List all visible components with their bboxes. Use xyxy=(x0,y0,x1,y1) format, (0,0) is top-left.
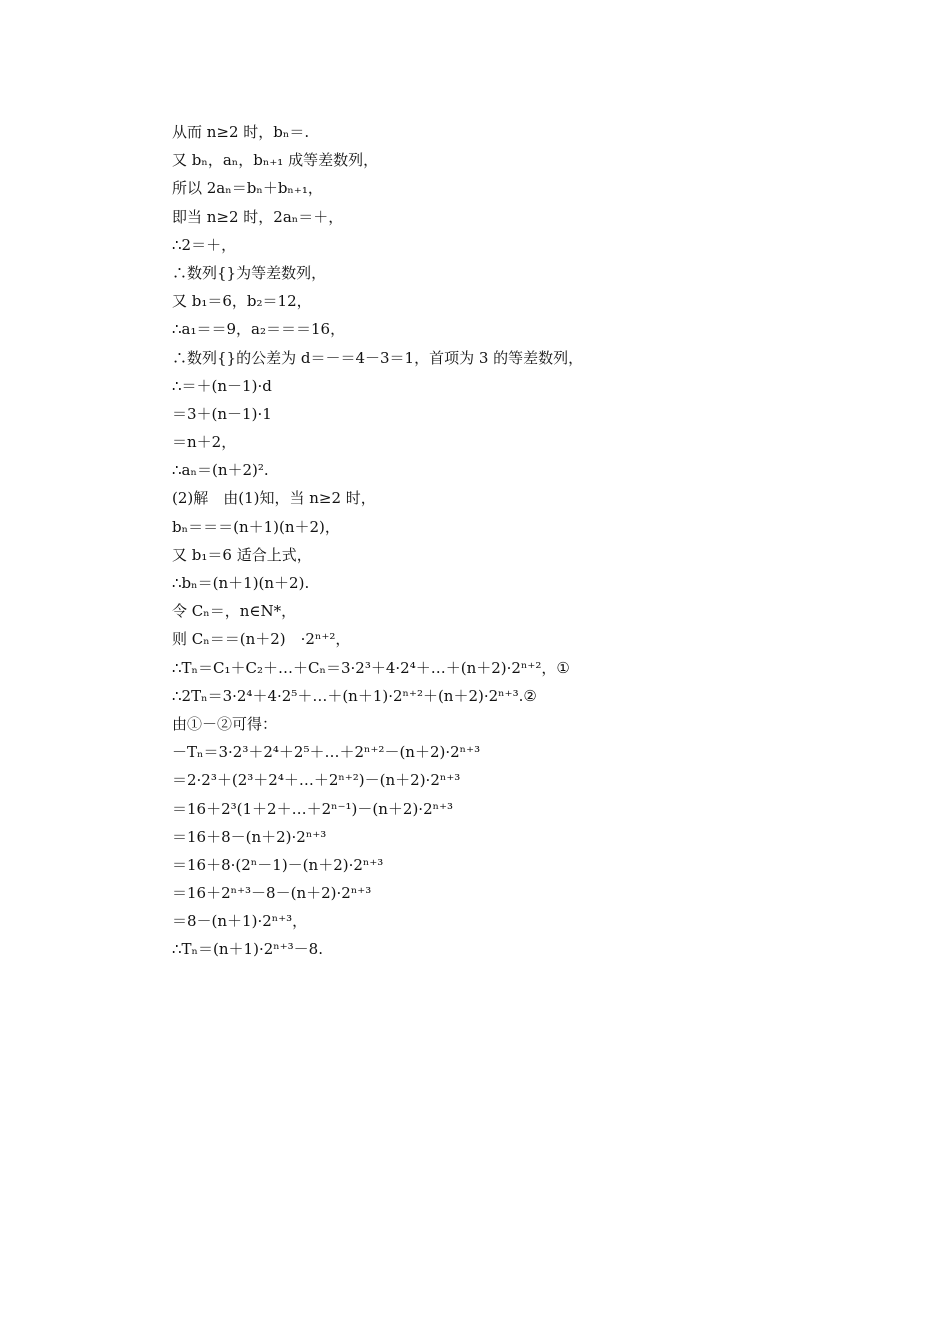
solution-line: ∴＝＋(n－1)·d xyxy=(172,376,272,395)
solution-line: ＝3＋(n－1)·1 xyxy=(172,404,272,423)
solution-line: 即当 n≥2 时，2aₙ＝＋， xyxy=(172,207,344,226)
solution-line: ＝2·2³＋(2³＋2⁴＋…＋2ⁿ⁺²)－(n＋2)·2ⁿ⁺³ xyxy=(172,771,461,790)
solution-line: 令 Cₙ＝，n∈N*， xyxy=(172,602,297,621)
solution-line: 又 bₙ，aₙ，bₙ₊₁ 成等差数列， xyxy=(172,151,379,170)
solution-line: ∴数列{}为等差数列， xyxy=(172,263,327,282)
solution-line: ＝16＋8－(n＋2)·2ⁿ⁺³ xyxy=(172,827,327,846)
solution-line: 由①－②可得： xyxy=(172,714,278,733)
solution-line: ＝16＋8·(2ⁿ－1)－(n＋2)·2ⁿ⁺³ xyxy=(172,855,384,874)
solution-line: ＝16＋2³(1＋2＋…＋2ⁿ⁻¹)－(n＋2)·2ⁿ⁺³ xyxy=(172,799,454,818)
solution-line: 又 b₁＝6 适合上式， xyxy=(172,545,312,564)
solution-line: ∴2Tₙ＝3·2⁴＋4·2⁵＋…＋(n＋1)·2ⁿ⁺²＋(n＋2)·2ⁿ⁺³.② xyxy=(172,686,537,705)
solution-line: －Tₙ＝3·2³＋2⁴＋2⁵＋…＋2ⁿ⁺²－(n＋2)·2ⁿ⁺³ xyxy=(172,743,481,762)
solution-line: ＝n＋2， xyxy=(172,433,237,452)
solution-line: ∴2＝＋， xyxy=(172,235,237,254)
solution-line: ∴数列{}的公差为 d＝－＝4－3＝1，首项为 3 的等差数列， xyxy=(172,348,584,367)
solution-line: 又 b₁＝6，b₂＝12， xyxy=(172,292,312,311)
solution-line: 从而 n≥2 时，bₙ＝. xyxy=(172,123,310,141)
solution-line: ＝8－(n＋1)·2ⁿ⁺³， xyxy=(172,912,308,931)
solution-line: ∴a₁＝＝9，a₂＝＝＝16， xyxy=(172,320,346,339)
solution-line: ∴aₙ＝(n＋2)². xyxy=(172,461,269,480)
solution-line: ∴Tₙ＝(n＋1)·2ⁿ⁺³－8. xyxy=(172,940,323,959)
solution-line: ∴bₙ＝(n＋1)(n＋2). xyxy=(172,574,310,592)
solution-line: bₙ＝＝＝(n＋1)(n＋2)， xyxy=(172,517,340,536)
solution-line: ＝16＋2ⁿ⁺³－8－(n＋2)·2ⁿ⁺³ xyxy=(172,884,372,903)
solution-text xyxy=(172,118,872,964)
solution-line: (2)解 由(1)知，当 n≥2 时， xyxy=(172,489,376,508)
solution-line: 则 Cₙ＝＝(n＋2) ·2ⁿ⁺²， xyxy=(172,630,351,649)
solution-line: 所以 2aₙ＝bₙ＋bₙ₊₁， xyxy=(172,179,323,198)
solution-line: ∴Tₙ＝C₁＋C₂＋…＋Cₙ＝3·2³＋4·2⁴＋…＋(n＋2)·2ⁿ⁺²，① xyxy=(172,658,570,677)
